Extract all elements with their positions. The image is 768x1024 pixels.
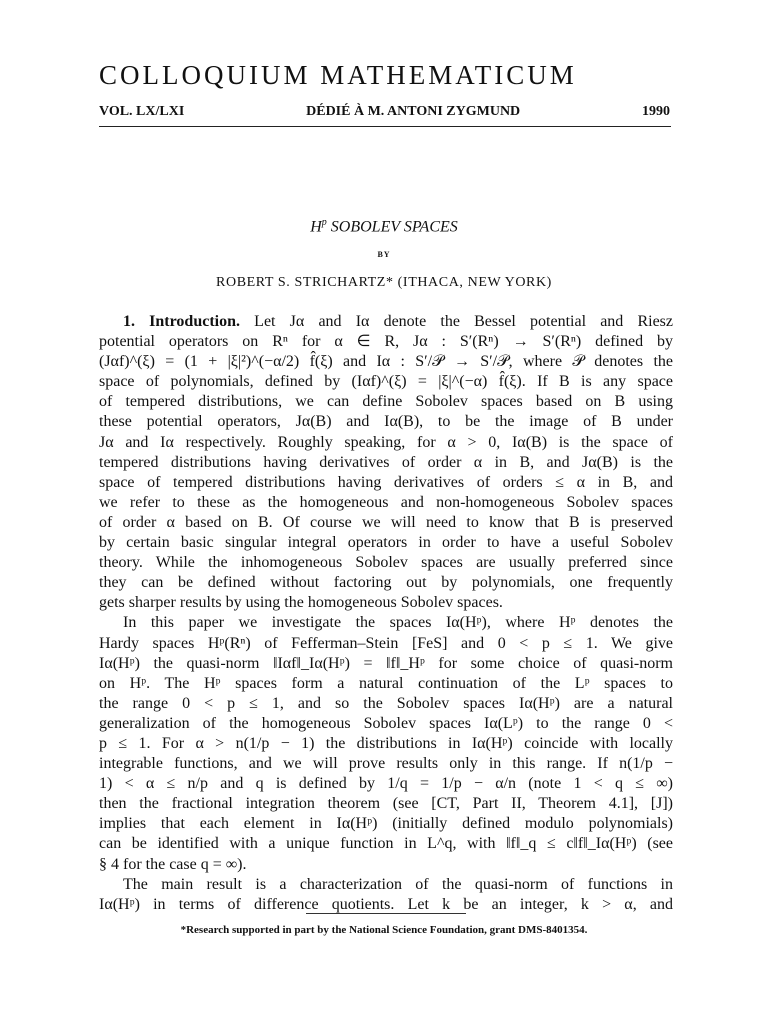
article-title-sup: p: [321, 217, 327, 228]
body-line: (Jαf)^(ξ) = (1 + |ξ|²)^(−α/2) f̂(ξ) and Iα : S′/𝒫 → S′/𝒫, where 𝒫 denotes the: [99, 353, 673, 371]
masthead: [99, 103, 670, 121]
body-line: Iα(Hᵖ) the quasi-norm ‖Iαf‖_Iα(Hᵖ) = ‖f‖_Hᵖ for some choice of quasi-norm: [99, 654, 673, 672]
article-title: [0, 213, 768, 237]
body-line: gets sharper results by using the homogeneous Sobolev spaces.: [99, 594, 503, 612]
journal-title: COLLOQUIUM MATHEMATICUM: [99, 60, 577, 90]
article-title-rest: SOBOLEV SPACES: [326, 218, 458, 236]
dedication: DÉDIÉ À M. ANTONI ZYGMUND: [306, 104, 521, 119]
volume-label: VOL. LX/LXI: [99, 104, 185, 119]
body-line: we refer to these as the homogeneous and non-homogeneous Sobolev spaces: [99, 493, 673, 511]
footnote: *Research supported in part by the National Science Foundation, grant DMS-8401354.: [180, 924, 588, 936]
body-line: Jα and Iα respectively. Roughly speaking, for α > 0, Iα(B) is the space of: [99, 433, 673, 451]
body-line: Iα(Hᵖ) in terms of difference quotients. Let k be an integer, k > α, and: [99, 895, 673, 913]
by-label: BY: [377, 250, 391, 259]
body-line: p ≤ 1. For α > n(1/p − 1) the distributions in Iα(Hᵖ) coincide with locally: [99, 734, 673, 752]
body-line: these potential operators, Jα(B) and Iα(B), to be the image of B under: [99, 413, 673, 431]
body-line: by certain basic singular integral operators in order to have a useful Sobolev: [99, 534, 673, 552]
body-line: theory. While the inhomogeneous Sobolev spaces are usually preferred since: [99, 554, 673, 572]
body-line: the range 0 < p ≤ 1, and so the Sobolev spaces Iα(Hᵖ) are a natural: [99, 694, 673, 712]
body-line: § 4 for the case q = ∞).: [99, 855, 247, 873]
body-line: on Hᵖ. The Hᵖ spaces form a natural continuation of the Lᵖ spaces to: [99, 674, 673, 692]
body-line: The main result is a characterization of the quasi-norm of functions in: [123, 875, 673, 893]
body-line: space of tempered distributions having derivatives of orders ≤ α in B, and: [99, 473, 673, 491]
body-line: potential operators on Rⁿ for α ∈ R, Jα : S′(Rⁿ) → S′(Rⁿ) defined by: [99, 333, 673, 351]
body-line: they can be defined without factoring out by polynomials, one frequently: [99, 574, 673, 592]
body-line: space of polynomials, defined by (Iαf)^(ξ) = |ξ|^(−α) f̂(ξ). If B is any space: [99, 373, 673, 391]
body-line: tempered distributions having derivatives of order α in B, and Jα(B) is the: [99, 453, 673, 471]
body-line: integrable functions, and we will prove results only in this range. If n(1/p −: [99, 755, 673, 773]
body-line: Hardy spaces Hᵖ(Rⁿ) of Fefferman–Stein [FeS] and 0 < p ≤ 1. We give: [99, 634, 673, 652]
year: 1990: [642, 104, 670, 119]
article-title-h: H: [310, 218, 322, 236]
body-line: implies that each element in Iα(Hᵖ) (initially defined modulo polynomials): [99, 815, 673, 833]
author-line: ROBERT S. STRICHARTZ* (ITHACA, NEW YORK): [216, 275, 552, 290]
body-text: [99, 312, 673, 915]
body-line: 1. Introduction. Let Jα and Iα denote the Bessel potential and Riesz: [123, 313, 674, 330]
body-line: 1) < α ≤ n/p and q is defined by 1/q = 1/p − α/n (note 1 < q ≤ ∞): [99, 775, 673, 793]
header-rule: [99, 126, 671, 127]
body-line: generalization of the homogeneous Sobolev spaces Iα(Lᵖ) to the range 0 <: [99, 714, 673, 732]
body-line: can be identified with a unique function in L^q, with ‖f‖_q ≤ c‖f‖_Iα(Hᵖ) (see: [99, 835, 673, 853]
body-line: then the fractional integration theorem (see [CT, Part II, Theorem 4.1], [J]): [99, 795, 673, 813]
body-line: of tempered distributions, we can define Sobolev spaces based on B using: [99, 393, 673, 411]
body-line: In this paper we investigate the spaces Iα(Hᵖ), where Hᵖ denotes the: [123, 614, 673, 632]
body-line: of order α based on B. Of course we will need to know that B is preserved: [99, 513, 673, 531]
section-heading: 1. Introduction.: [123, 313, 241, 330]
footnote-rule: [306, 913, 466, 914]
